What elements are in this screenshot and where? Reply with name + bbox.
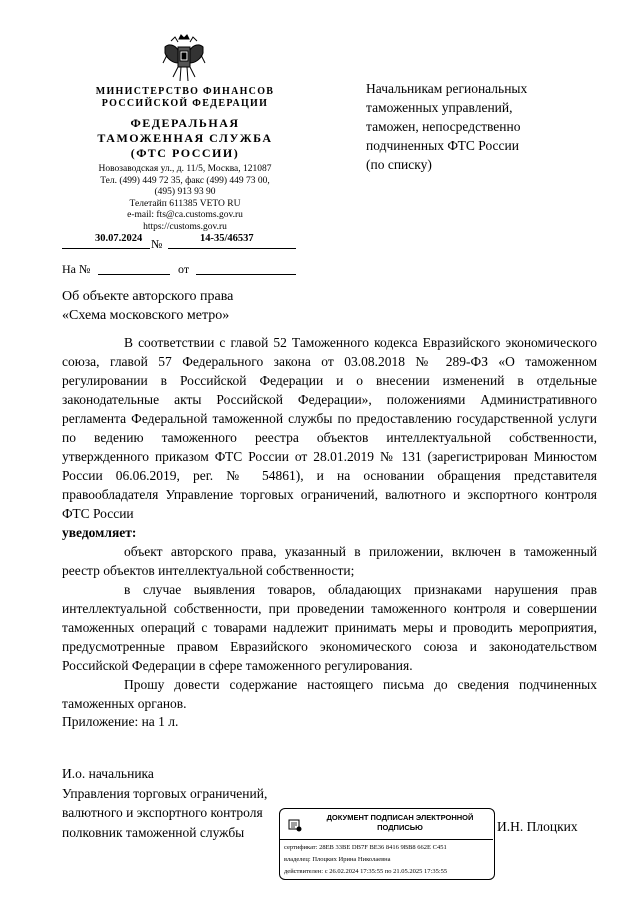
electronic-signature-stamp: [279, 808, 495, 880]
signature-line: И.о. начальника: [62, 766, 154, 781]
service-line: ФЕДЕРАЛЬНАЯ: [130, 116, 240, 130]
teletype: Телетайп 611385 VETO RU: [129, 198, 241, 209]
addressee-line: подчиненных ФТС России: [366, 138, 519, 153]
stamp-validity: действителен: с 26.02.2024 17:35:55 по 21.05.2025 17:35:55: [284, 868, 448, 875]
service-name: [60, 116, 310, 161]
addressee-line: таможенных управлений,: [366, 100, 513, 115]
body-paragraph: Прошу довести содержание настоящего письма до сведения подчиненных таможенных органов.: [62, 677, 597, 711]
addressee-block: [366, 79, 596, 174]
letter-subject: [62, 288, 233, 325]
letter-body: [62, 333, 597, 713]
document-date: 30.07.2024: [95, 233, 143, 244]
signature-line: Управления торговых ограничений,: [62, 785, 268, 801]
stamp-title: ДОКУМЕНТ ПОДПИСАН ЭЛЕКТРОННОЙ ПОДПИСЬЮ: [326, 813, 474, 832]
subject-line: Об объекте авторского права: [62, 289, 234, 304]
document-number: 14-35/46537: [200, 233, 254, 244]
signature-block: [62, 764, 267, 842]
body-paragraph: В соответствии с главой 52 Таможенного кодекса Евразийского экономического союза, главой 57 Федерального закона от 03.08.2018 № 289-ФЗ «О таможенном регулировании в Российской Федерации и о внесении изменений в отдельные законодательные акты Российской Федерации», положениями Административного регламента Федеральной таможенной службы по предоставлению государственной услуги по ведению таможенного реестра объектов интеллектуальной собственности, утвержденного приказом ФТС России от 28.01.2019 № 131 (зарегистрирован Минюстом России 06.06.2019, рег. № 54861), и на основании обращения представителя правообладателя Управление торговых ограничений, валютного и экспортного контроля ФТС России: [62, 335, 597, 521]
signature-line: полковник таможенной службы: [62, 824, 245, 840]
signature-stamp-icon: [286, 817, 304, 833]
service-line: (ФТС РОССИИ): [130, 146, 240, 160]
ministry-name: [60, 86, 310, 110]
website: https://customs.gov.ru: [143, 221, 227, 232]
stamp-header: [280, 809, 493, 840]
coat-of-arms-emblem: [161, 33, 207, 85]
number-underline: [168, 248, 296, 249]
addressee-line: таможен, непосредственно: [366, 119, 521, 134]
contact-block: [60, 164, 310, 233]
stamp-details: [284, 842, 492, 878]
body-paragraph: объект авторского права, указанный в приложении, включен в таможенный реестр объектов интеллектуальной собственности;: [62, 544, 597, 578]
ministry-line: МИНИСТЕРСТВО ФИНАНСОВ: [95, 86, 275, 97]
stamp-owner: владелец: Плоцких Ирина Николаевна: [284, 856, 391, 863]
address: Новозаводская ул., д. 11/5, Москва, 121087: [98, 164, 272, 174]
number-label: №: [151, 237, 163, 251]
phone-extra: (495) 913 93 90: [154, 187, 216, 197]
addressee-line: (по списку): [366, 157, 432, 172]
service-line: ТАМОЖЕННАЯ СЛУЖБА: [97, 131, 273, 145]
subject-line: «Схема московского метро»: [62, 307, 230, 323]
signer-name: И.Н. Плоцких: [497, 819, 578, 834]
body-notify: уведомляет:: [62, 525, 137, 540]
phone: Тел. (499) 449 72 35, факс (499) 449 73 00,: [100, 175, 270, 186]
ref-number-underline: [98, 274, 170, 275]
ref-label: На №: [62, 262, 91, 276]
ref-from-label: от: [178, 262, 190, 276]
date-underline: [62, 248, 150, 249]
addressee-line: Начальникам региональных: [366, 81, 528, 96]
signature-line: валютного и экспортного контроля: [62, 805, 263, 820]
body-paragraph: в случае выявления товаров, обладающих признаками нарушения прав интеллектуальной собственности, при проведении таможенного контроля и совершении таможенных операций с товарами надлежит принимать меры и проводить мероприятия, предусмотренные правом Евразийского экономического союза и законодательством Российской Федерации в сфере таможенного регулирования.: [62, 582, 597, 673]
ministry-line: РОССИЙСКОЙ ФЕДЕРАЦИИ: [101, 98, 269, 109]
stamp-certificate: сертификат: 28EB 33BE DB7F BE36 8416 9BB8 662E C451: [284, 844, 447, 851]
email: e-mail: fts@ca.customs.gov.ru: [127, 210, 243, 220]
ref-date-underline: [196, 274, 296, 275]
attachment-note: Приложение: на 1 л.: [62, 714, 179, 729]
